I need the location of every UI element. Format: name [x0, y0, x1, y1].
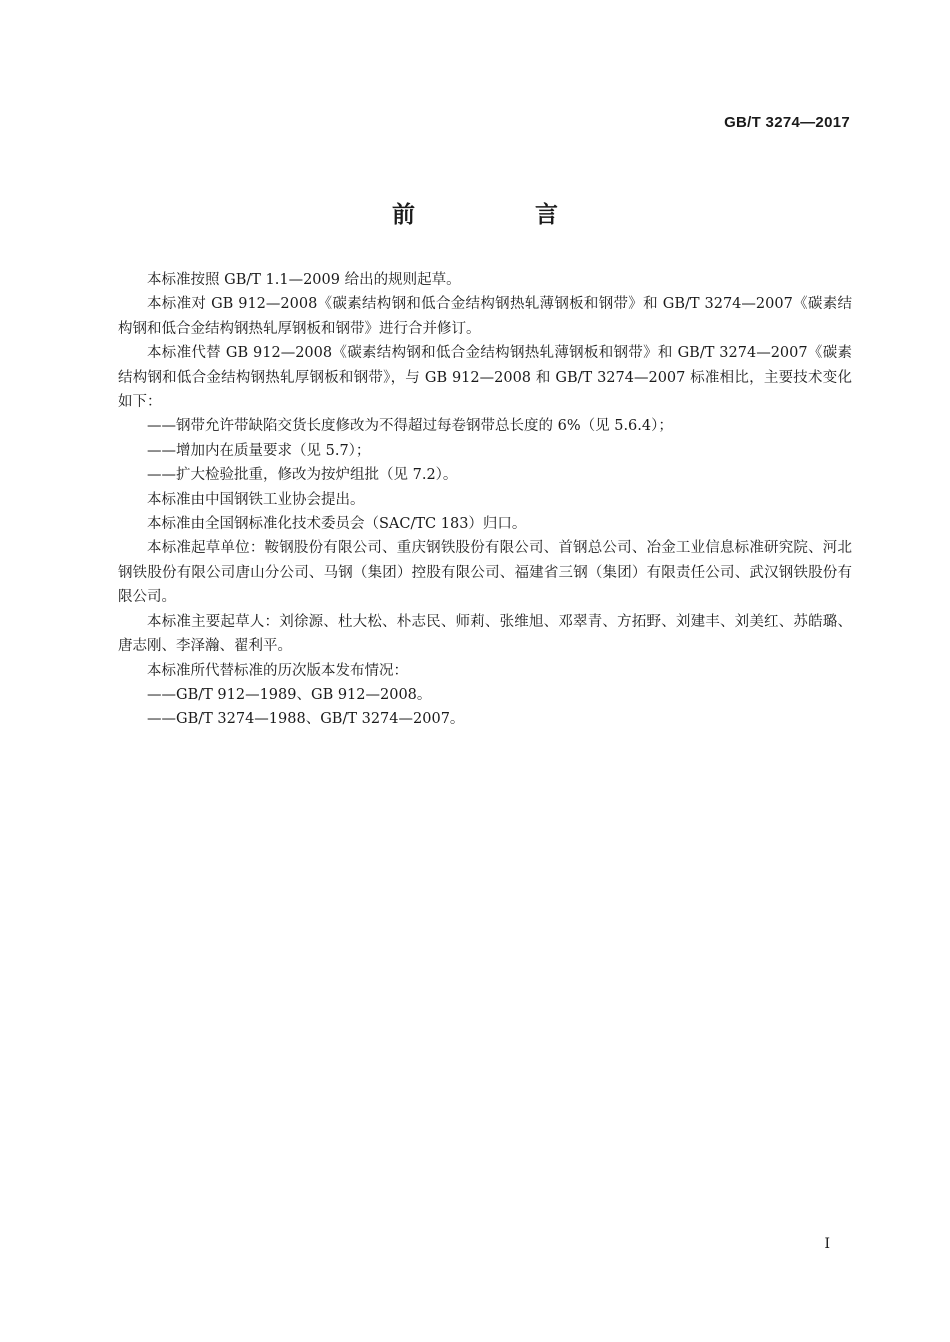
- change-item: ——钢带允许带缺陷交货长度修改为不得超过每卷钢带总长度的 6%（见 5.6.4）；: [147, 418, 673, 435]
- paragraph-drafting-rules: 本标准按照 GB/T 1.1—2009 给出的规则起草。: [147, 272, 461, 288]
- page-number: I: [824, 1236, 830, 1252]
- paragraph-drafters: 本标准主要起草人：刘徐源、杜大松、朴志民、师莉、张维旭、邓翠青、方拓野、刘建丰、刘美红、苏皓璐、唐志刚、李泽瀚、翟利平。: [118, 613, 852, 655]
- history-item: ——GB/T 3274—1988、GB/T 3274—2007。: [147, 711, 465, 728]
- foreword-body: [118, 268, 852, 732]
- paragraph-committee: 本标准由全国钢标准化技术委员会（SAC/TC 183）归口。: [147, 516, 527, 533]
- standard-code: GB/T 3274—2017: [724, 114, 850, 131]
- paragraph-replacement: 本标准代替 GB 912—2008《碳素结构钢和低合金结构钢热轧薄钢板和钢带》和 GB/T 3274—2007《碳素结构钢和低合金结构钢热轧厚钢板和钢带》，与 GB 912—2008 和 GB/T 3274—2007 标准相比，主要技术变化如下：: [118, 345, 852, 411]
- page-title: 前 言: [391, 202, 614, 228]
- paragraph-merge-revision: 本标准对 GB 912—2008《碳素结构钢和低合金结构钢热轧薄钢板和钢带》和 GB/T 3274—2007《碳素结构钢和低合金结构钢热轧厚钢板和钢带》进行合并修订。: [118, 296, 852, 337]
- paragraph-drafting-units: 本标准起草单位：鞍钢股份有限公司、重庆钢铁股份有限公司、首钢总公司、冶金工业信息标准研究院、河北钢铁股份有限公司唐山分公司、马钢（集团）控股有限公司、福建省三钢（集团）有限责任公司、武汉钢铁股份有限公司。: [118, 540, 852, 606]
- history-item: ——GB/T 912—1989、GB 912—2008。: [147, 686, 432, 703]
- paragraph-proposer: 本标准由中国钢铁工业协会提出。: [147, 491, 365, 508]
- paragraph-history-intro: 本标准所代替标准的历次版本发布情况：: [147, 662, 408, 679]
- change-item: ——增加内在质量要求（见 5.7）；: [147, 442, 371, 459]
- change-item: ——扩大检验批重，修改为按炉组批（见 7.2）。: [147, 467, 458, 484]
